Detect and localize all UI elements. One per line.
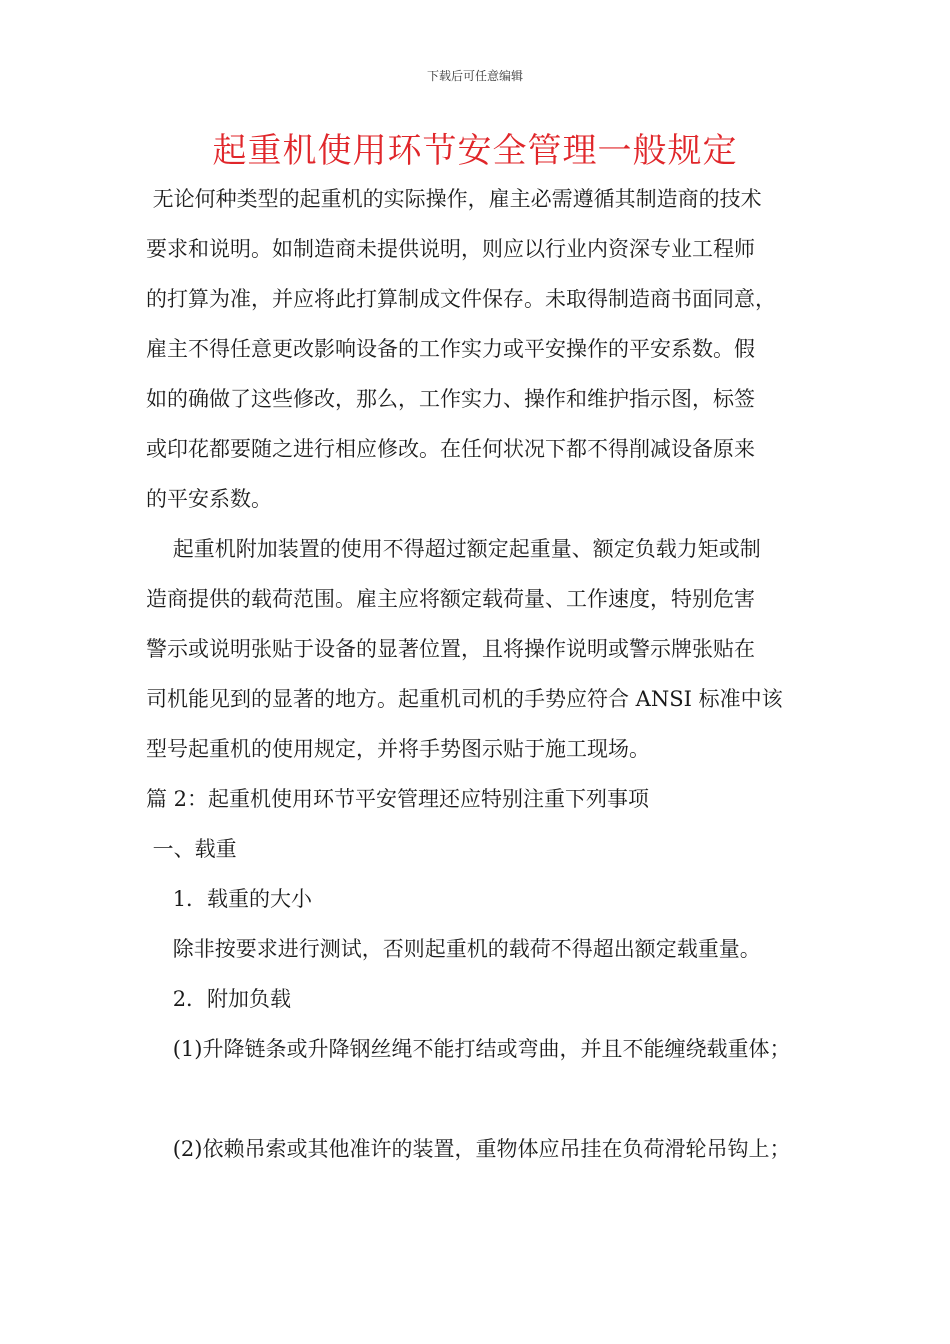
text-line: 如的确做了这些修改，那么，工作实力、操作和维护指示图，标签 <box>146 387 755 411</box>
list-item: (1)升降链条或升降钢丝绳不能打结或弯曲，并且不能缠绕载重体； <box>146 1037 791 1061</box>
subsection-heading: 一、载重 <box>146 837 237 861</box>
text-line: 起重机附加装置的使用不得超过额定起重量、额定负载力矩或制 <box>146 537 761 561</box>
item-heading: 2．附加负载 <box>146 987 292 1011</box>
text-line: 无论何种类型的起重机的实际操作，雇主必需遵循其制造商的技术 <box>146 187 762 211</box>
text-line: 的打算为准，并应将此打算制成文件保存。未取得制造商书面同意， <box>146 287 776 311</box>
text-line: 或印花都要随之进行相应修改。在任何状况下都不得削减设备原来 <box>146 437 755 461</box>
text-line: 警示或说明张贴于设备的显著位置，且将操作说明或警示牌张贴在 <box>146 637 755 661</box>
text-line: 造商提供的载荷范围。雇主应将额定载荷量、工作速度，特别危害 <box>146 587 755 611</box>
text-line: 雇主不得任意更改影响设备的工作实力或平安操作的平安系数。假 <box>146 337 755 361</box>
header-note: 下载后可任意编辑 <box>426 69 523 83</box>
text-line: 的平安系数。 <box>146 487 272 511</box>
text-line: 要求和说明。如制造商未提供说明，则应以行业内资深专业工程师 <box>146 237 755 261</box>
section-heading: 篇 2：起重机使用环节平安管理还应特别注重下列事项 <box>146 787 650 811</box>
text-line: 除非按要求进行测试，否则起重机的载荷不得超出额定载重量。 <box>146 937 761 961</box>
document-title: 起重机使用环节安全管理一般规定 <box>212 131 738 171</box>
text-line: 司机能见到的显著的地方。起重机司机的手势应符合 ANSI 标准中该 <box>146 687 783 711</box>
list-item: (2)依赖吊索或其他准许的装置，重物体应吊挂在负荷滑轮吊钩上； <box>146 1137 791 1161</box>
item-heading: 1．载重的大小 <box>146 887 313 911</box>
text-line: 型号起重机的使用规定，并将手势图示贴于施工现场。 <box>146 737 650 761</box>
